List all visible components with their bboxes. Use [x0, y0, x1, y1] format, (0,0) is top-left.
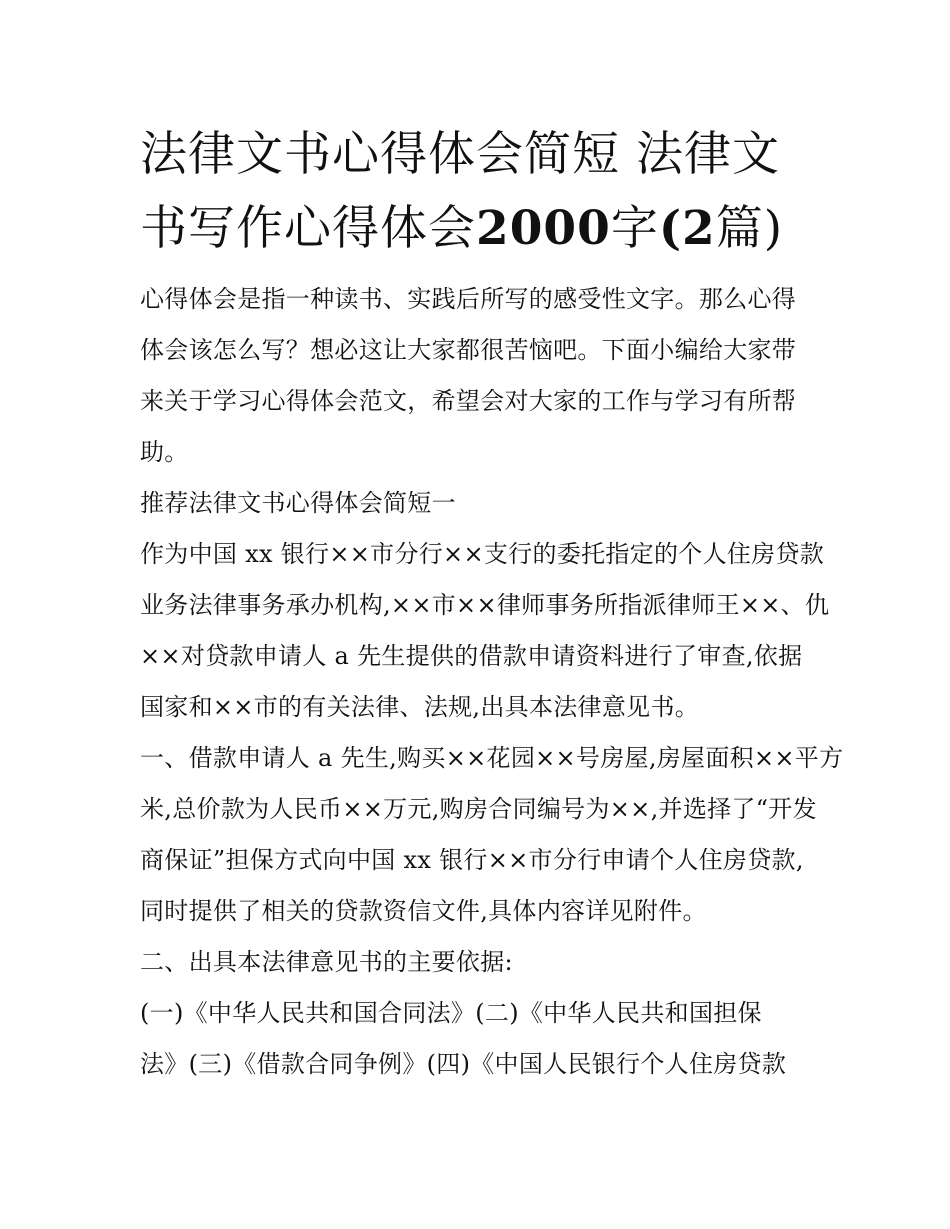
body-line: ××对贷款申请人 a 先生提供的借款申请资料进行了审查,依据: [140, 642, 803, 670]
body-line: 商保证”担保方式向中国 xx 银行××市分行申请个人住房贷款,: [140, 846, 804, 874]
document-content: [140, 118, 844, 1090]
body-line: 心得体会是指一种读书、实践后所写的感受性文字。那么心得: [140, 285, 797, 313]
title-line-2: [140, 192, 820, 266]
title-part-e: 篇): [715, 201, 784, 256]
body-line: 国家和××市的有关法律、法规,出具本法律意见书。: [140, 693, 700, 721]
section-heading: 推荐法律文书心得体会简短一: [140, 489, 456, 517]
body-line: (一)《中华人民共和国合同法》(二)《中华人民共和国担保: [140, 999, 762, 1027]
body-line: 助。: [140, 438, 189, 466]
title-part-c: 字: [610, 201, 659, 256]
body-line: 来关于学习心得体会范文，希望会对大家的工作与学习有所帮: [140, 387, 797, 415]
body-line: 法》(三)《借款合同争例》(四)《中国人民银行个人住房贷款: [140, 1050, 787, 1078]
title-part-b: 2000: [476, 201, 611, 256]
document-title: [140, 118, 820, 266]
title-part-a: 书写作心得体会: [140, 201, 476, 256]
body-line: 业务法律事务承办机构,××市××律师事务所指派律师王××、仇: [140, 591, 830, 619]
title-line-1: 法律文书心得体会简短 法律文: [140, 127, 780, 182]
body-line: 作为中国 xx 银行××市分行××支行的委托指定的个人住房贷款: [140, 540, 825, 568]
title-part-d: (2: [658, 201, 716, 256]
body-line: 米,总价款为人民币××万元,购房合同编号为××,并选择了“开发: [140, 795, 817, 823]
body-line: 体会该怎么写？想必这让大家都很苦恼吧。下面小编给大家带: [140, 336, 797, 364]
body-line: 一、借款申请人 a 先生,购买××花园××号房屋,房屋面积××平方: [140, 744, 844, 772]
body-line: 同时提供了相关的贷款资信文件,具体内容详见附件。: [140, 897, 707, 925]
body-line: 二、出具本法律意见书的主要依据:: [140, 948, 513, 976]
document-body: [140, 274, 844, 1090]
